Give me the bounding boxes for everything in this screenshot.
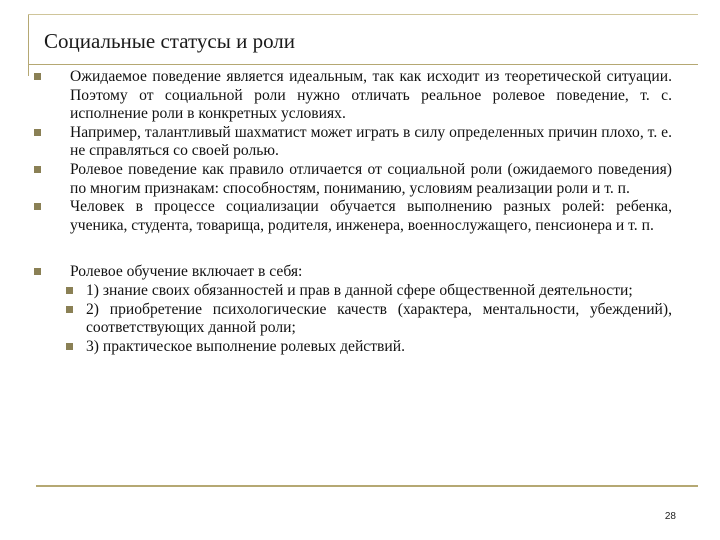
title-underline bbox=[28, 64, 698, 65]
square-bullet-icon bbox=[66, 343, 73, 350]
page-number: 28 bbox=[664, 511, 676, 522]
square-bullet-icon bbox=[34, 203, 41, 210]
bullet-text-1: Ожидаемое поведение является идеальным, так как исходит из теоретической ситуации. Поэтому от социальной роли нужно отличать реальное ролевое поведение, т. с. исполнение роли в конкретных условиях. bbox=[70, 68, 672, 123]
bullet-item-1 bbox=[34, 68, 672, 124]
slide-title: Социальные статусы и роли bbox=[44, 29, 296, 53]
sub-bullet-item-2 bbox=[34, 301, 672, 338]
square-bullet-icon bbox=[34, 166, 41, 173]
slide-content bbox=[34, 68, 672, 356]
sub-bullet-item-3 bbox=[34, 338, 672, 357]
sub-bullet-item-1 bbox=[34, 282, 672, 301]
frame-left-line bbox=[28, 14, 29, 76]
sub-bullet-text-1: 1) знание своих обязанностей и прав в данной сфере общественной деятельности; bbox=[86, 281, 633, 299]
square-bullet-icon bbox=[34, 268, 41, 275]
square-bullet-icon bbox=[66, 287, 73, 294]
sub-bullet-text-3: 3) практическое выполнение ролевых действий. bbox=[86, 337, 405, 355]
bullet-item-5 bbox=[34, 263, 672, 282]
square-bullet-icon bbox=[66, 306, 73, 313]
frame-top-line bbox=[28, 14, 698, 15]
bullet-item-2 bbox=[34, 124, 672, 161]
square-bullet-icon bbox=[34, 73, 41, 80]
footer-line bbox=[36, 485, 698, 487]
square-bullet-icon bbox=[34, 129, 41, 136]
bullet-text-3: Ролевое поведение как правило отличается от социальной роли (ожидаемого поведения) по многим признакам: способностям, пониманию, условиям реализации роли и т. п. bbox=[70, 160, 672, 197]
bullet-text-4: Человек в процессе социализации обучается выполнению разных ролей: ребенка, ученика, студента, товарища, родителя, инженера, военнослужащего, пенсионера и т. п. bbox=[70, 198, 672, 234]
learning-intro: Ролевое обучение включает в себя: bbox=[70, 263, 303, 281]
bullet-text-2: Например, талантливый шахматист может играть в силу определенных причин плохо, т. е. не справляться со своей ролью. bbox=[70, 123, 672, 160]
bullet-item-3 bbox=[34, 161, 672, 198]
bullet-item-4 bbox=[34, 198, 672, 235]
sub-bullet-text-2: 2) приобретение психологические качеств (характера, ментальности, убеждений), соответствующих данной роли; bbox=[86, 300, 672, 337]
